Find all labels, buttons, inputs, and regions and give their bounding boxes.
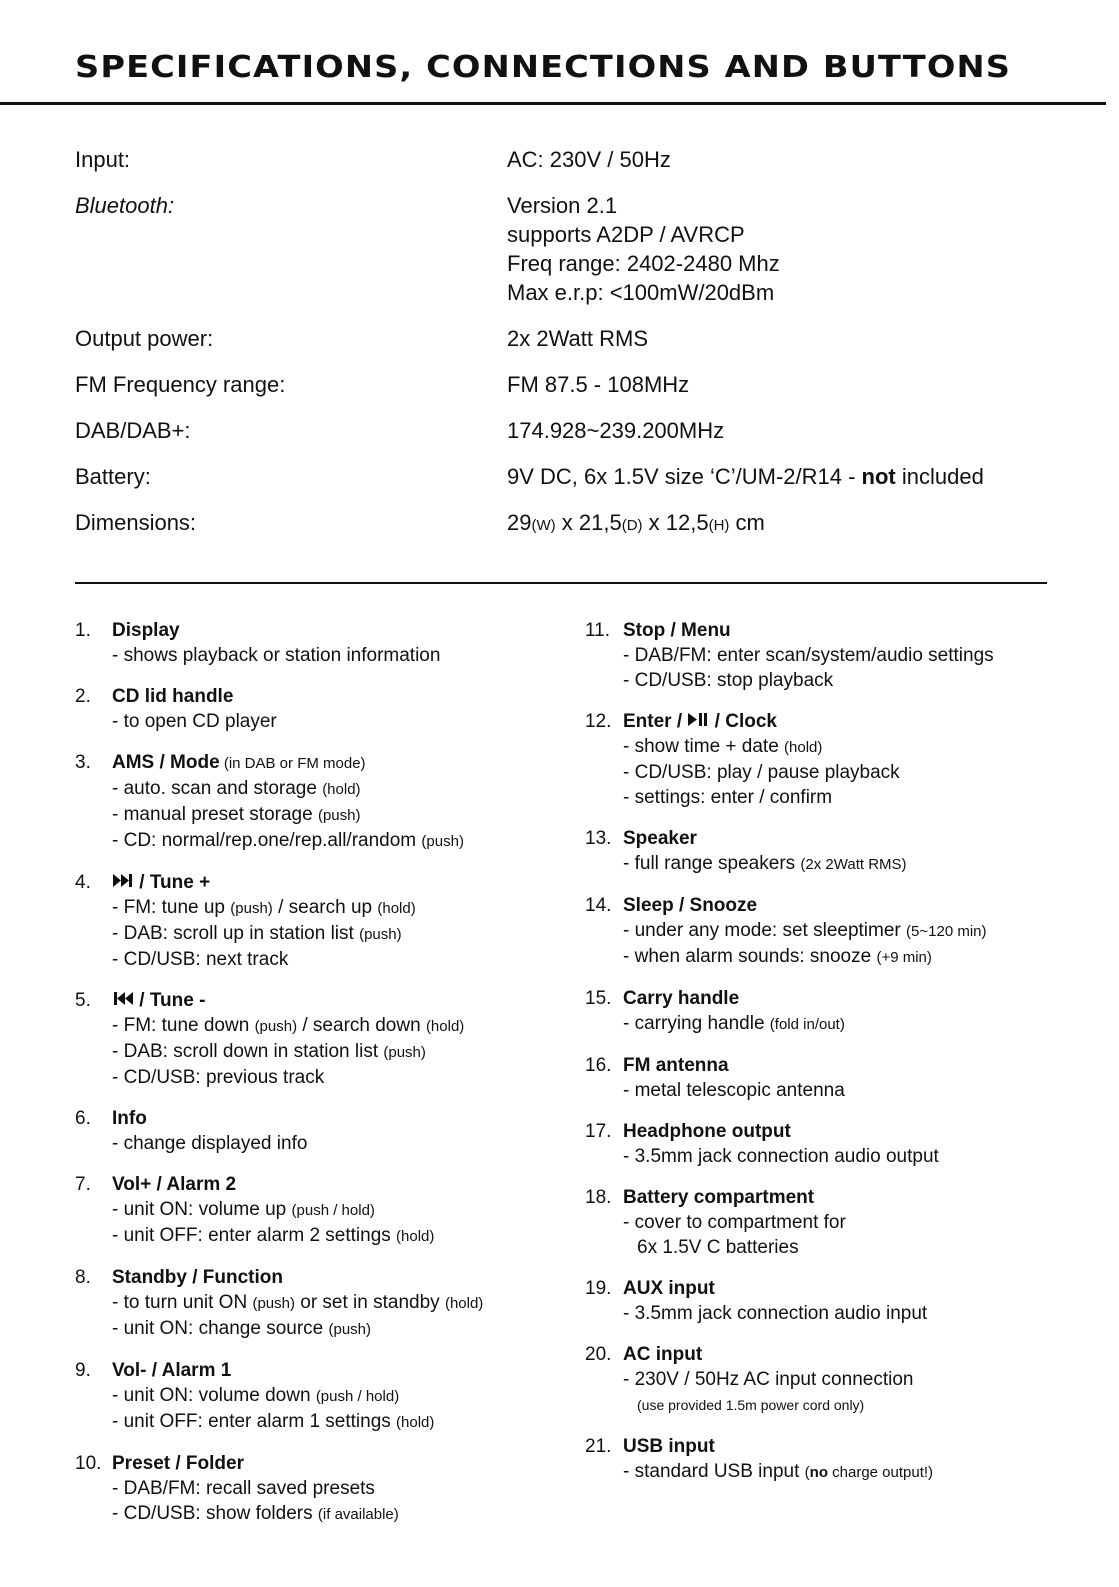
section-divider [75,582,1047,584]
item-description-line [112,947,555,972]
item-description-line [112,828,555,854]
item-description-line [623,1235,1075,1260]
item-description-line [112,1409,555,1435]
buttons-list-left [75,618,555,1543]
description-note: (push) [359,926,402,943]
item-description-line [112,643,555,668]
item-description-line [623,643,1075,668]
spec-label: Battery: [75,464,151,489]
description-text: - settings: enter / confirm [623,787,833,808]
item-title [112,1451,555,1476]
spec-label: FM Frequency range: [75,372,286,397]
description-text: - unit OFF: enter alarm 1 settings [112,1411,397,1432]
spec-row [75,416,1075,445]
previous-track-icon [112,991,134,1006]
button-item [75,988,555,1090]
description-note: (if available) [317,1506,399,1523]
description-text: - DAB: scroll up in station list [112,923,360,944]
spec-value-line: FM 87.5 - 108MHz [507,372,690,397]
item-number: 20. [585,1344,612,1365]
description-note: (push) [252,1295,295,1312]
item-number: 18. [585,1187,612,1208]
description-text: - under any mode: set sleeptimer [623,920,907,941]
spec-row [75,324,1075,353]
item-title-text: Enter / [623,711,688,732]
description-note: (push) [328,1321,372,1338]
description-text: - CD/USB: stop playback [623,670,834,691]
item-title-text: Stop / Menu [623,620,731,641]
description-text: - CD: normal/rep.one/rep.all/random [112,830,422,851]
spec-row [75,191,1075,307]
description-text: - unit ON: volume down [112,1385,316,1406]
button-item [75,1265,555,1342]
description-text: - carrying handle [623,1013,770,1034]
description-text: - DAB/FM: enter scan/system/audio settings [623,645,994,666]
description-text: - change displayed info [112,1133,308,1154]
spec-label: DAB/DAB+: [75,418,191,443]
button-item [75,870,555,972]
button-item [585,986,1075,1037]
description-text: - 230V / 50Hz AC input connection [623,1369,914,1390]
item-title-text: Preset / Folder [112,1453,244,1474]
button-item [75,1451,555,1527]
button-item [585,709,1075,810]
item-description-line [623,1210,1075,1235]
description-note: (push / hold) [315,1388,400,1405]
description-text: - CD/USB: previous track [112,1067,325,1088]
item-title-text: Headphone output [623,1121,791,1142]
description-note: (use provided 1.5m power cord only) [637,1397,865,1413]
description-text: - FM: tune down [112,1015,255,1036]
button-item [75,684,555,734]
button-item [585,1276,1075,1326]
description-text: - to turn unit ON [112,1292,253,1313]
description-note-bold: no [809,1464,828,1481]
item-number: 8. [75,1267,91,1288]
item-description-line [623,1011,1075,1037]
play-pause-icon [687,712,709,727]
item-description-line [112,1013,555,1039]
description-text: - unit ON: change source [112,1318,329,1339]
item-description-line [623,1078,1075,1103]
next-track-icon [112,873,134,888]
spec-value-line: 174.928~239.200MHz [507,418,725,443]
item-description-line [112,1065,555,1090]
description-text: - unit ON: volume up [112,1199,292,1220]
button-item [585,893,1075,970]
item-title-text: Standby / Function [112,1267,283,1288]
item-description-line [112,1501,555,1527]
item-number: 9. [75,1360,91,1381]
button-item [585,1434,1075,1485]
description-text: - to open CD player [112,711,277,732]
description-text: - cover to compartment for [623,1212,846,1233]
spec-value-text: 9V DC, 6x 1.5V size ‘C’/UM-2/R14 - [507,464,862,489]
item-title-text: Sleep / Snooze [623,895,758,916]
spec-value [507,324,1075,353]
description-note: charge output!) [827,1464,934,1481]
item-title-text: / Clock [709,711,777,732]
description-note: (+9 min) [876,949,932,966]
item-description-line [623,1367,1075,1392]
item-title [623,893,1075,918]
description-note: ( [804,1464,810,1481]
item-title-note: (in DAB or FM mode) [219,755,366,772]
description-text: - CD/USB: next track [112,949,289,970]
description-text: - unit OFF: enter alarm 2 settings [112,1225,397,1246]
dimension-tail: cm [729,510,765,535]
description-note: (push) [317,807,361,824]
item-title [112,988,555,1013]
item-description-line [623,851,1075,877]
description-text: - DAB/FM: recall saved presets [112,1478,375,1499]
dimension-h: 12,5 [665,510,709,535]
description-text: - FM: tune up [112,897,231,918]
button-item [585,618,1075,693]
item-title-text: USB input [623,1436,715,1457]
spec-row [75,370,1075,399]
item-number: 6. [75,1108,91,1129]
item-number: 10. [75,1453,102,1474]
item-number: 4. [75,872,91,893]
item-title [623,1434,1075,1459]
item-description-line [112,921,555,947]
description-note: (push) [230,900,273,917]
item-number: 17. [585,1121,612,1142]
item-title [623,986,1075,1011]
item-description-line [112,1383,555,1409]
item-description-line [623,1301,1075,1326]
item-title-text: Display [112,620,180,641]
description-text: - standard USB input [623,1461,805,1482]
item-title-text: / Tune + [134,872,211,893]
item-description-line [112,1223,555,1249]
item-title [623,618,1075,643]
description-text: - shows playback or station information [112,645,441,666]
description-note: (hold) [322,781,361,798]
spec-value-emphasis: not [861,464,896,489]
item-title [623,1119,1075,1144]
item-description-line [623,785,1075,810]
spec-value-line: AC: 230V / 50Hz [507,147,671,172]
dimension-w-unit: (W) [531,517,556,534]
spec-value-line: Version 2.1 [507,193,618,218]
page-title: SPECIFICATIONS, CONNECTIONS AND BUTTONS [75,50,1012,85]
spec-value [507,145,1075,174]
spec-value-text: included [895,464,984,489]
item-number: 11. [585,620,611,641]
item-title-text: Battery compartment [623,1187,815,1208]
item-number: 7. [75,1174,91,1195]
item-number: 12. [585,711,612,732]
description-note: (hold) [425,1018,465,1035]
item-description-line [112,1290,555,1316]
item-title [623,1276,1075,1301]
item-title [623,1185,1075,1210]
spec-row [75,462,1075,491]
description-text: - auto. scan and storage [112,778,323,799]
item-title-text: AMS / Mode [112,752,220,773]
title-divider [0,102,1106,105]
item-number: 15. [585,988,612,1009]
item-description-line [623,734,1075,760]
item-description-line [112,1316,555,1342]
description-text: - show time + date [623,736,785,757]
item-description-line [112,1476,555,1501]
item-number: 21. [585,1436,612,1457]
button-item [75,1172,555,1249]
description-text: - CD/USB: show folders [112,1503,318,1524]
item-title-text: AC input [623,1344,703,1365]
item-number: 2. [75,686,91,707]
item-title [112,684,555,709]
description-text: - 3.5mm jack connection audio input [623,1303,928,1324]
spec-label: Bluetooth: [75,193,175,218]
item-number: 1. [75,620,91,641]
item-title [112,750,555,776]
spec-row [75,508,1075,540]
spec-value [507,462,1075,491]
description-note: (push) [383,1044,426,1061]
item-description-line [112,895,555,921]
spec-value [507,370,1075,399]
item-title [112,1172,555,1197]
spec-value [507,508,1075,540]
item-description-line [112,1131,555,1156]
buttons-list-right [585,618,1075,1501]
dimension-d-unit: (D) [621,517,643,534]
item-description-line [623,760,1075,785]
dimension-d: 21,5 [578,510,622,535]
button-item [585,1342,1075,1418]
description-note: (push / hold) [291,1202,375,1219]
description-text: - CD/USB: play / pause playback [623,762,900,783]
description-text: - 3.5mm jack connection audio output [623,1146,939,1167]
description-note: (hold) [444,1295,484,1312]
description-note: (hold) [396,1228,435,1245]
button-item [75,750,555,854]
button-item [75,1106,555,1156]
description-note: (2x 2Watt RMS) [800,856,907,873]
item-description-line [623,668,1075,693]
item-title [112,1358,555,1383]
description-text: / search down [297,1015,426,1036]
dimension-w: 29 [507,510,532,535]
item-title-text: Info [112,1108,147,1129]
item-description-line [112,1039,555,1065]
item-description-line [112,1197,555,1223]
description-note: (push) [421,833,464,850]
spec-value-line: Max e.r.p: <100mW/20dBm [507,280,775,305]
item-description-line [112,776,555,802]
item-title-text: FM antenna [623,1055,729,1076]
item-title-text: CD lid handle [112,686,234,707]
item-number: 19. [585,1278,612,1299]
button-item [585,1053,1075,1103]
item-title-text: Speaker [623,828,697,849]
item-description-line [623,1392,1075,1418]
dimension-sep1: x [555,510,579,535]
dimension-h-unit: (H) [708,517,730,534]
item-description-line [112,802,555,828]
description-note: (hold) [396,1414,435,1431]
spec-value-line: 2x 2Watt RMS [507,326,648,351]
description-text: - metal telescopic antenna [623,1080,845,1101]
description-text: - when alarm sounds: snooze [623,946,877,967]
spec-value [507,416,1075,445]
item-description-line [623,918,1075,944]
spec-label: Input: [75,147,131,172]
button-item [75,1358,555,1435]
description-text: - manual preset storage [112,804,318,825]
item-number: 14. [585,895,612,916]
item-description-line [623,1144,1075,1169]
item-number: 3. [75,752,91,773]
item-number: 13. [585,828,612,849]
description-note: (5~120 min) [906,923,987,940]
button-item [585,1185,1075,1260]
item-title-text: Carry handle [623,988,740,1009]
description-note: (hold) [784,739,823,756]
button-item [585,1119,1075,1169]
description-text: or set in standby [294,1292,445,1313]
description-text: 6x 1.5V C batteries [637,1237,799,1258]
description-text: - DAB: scroll down in station list [112,1041,384,1062]
item-title [112,1106,555,1131]
item-title [623,709,1075,734]
item-description-line [623,944,1075,970]
description-note: (hold) [377,900,416,917]
specifications-table [75,145,1075,557]
description-text: - full range speakers [623,853,801,874]
item-title-text: Vol+ / Alarm 2 [112,1174,237,1195]
description-text: / search up [272,897,378,918]
item-title-text: AUX input [623,1278,715,1299]
button-item [75,618,555,668]
description-note: (fold in/out) [769,1016,845,1033]
button-item [585,826,1075,877]
item-number: 5. [75,990,91,1011]
item-title [112,1265,555,1290]
spec-row [75,145,1075,174]
item-title-text: Vol- / Alarm 1 [112,1360,232,1381]
spec-value-line: Freq range: 2402-2480 Mhz [507,251,780,276]
spec-label: Dimensions: [75,510,197,535]
item-title [623,826,1075,851]
item-description-line [112,709,555,734]
spec-value-line: supports A2DP / AVRCP [507,222,745,247]
spec-value [507,191,1075,307]
item-title-text: / Tune - [134,990,206,1011]
item-title [112,618,555,643]
item-description-line [623,1459,1075,1485]
item-title [623,1342,1075,1367]
dimension-sep2: x [642,510,666,535]
item-title [623,1053,1075,1078]
description-note: (push) [254,1018,298,1035]
item-number: 16. [585,1055,612,1076]
item-title [112,870,555,895]
spec-label: Output power: [75,326,214,351]
